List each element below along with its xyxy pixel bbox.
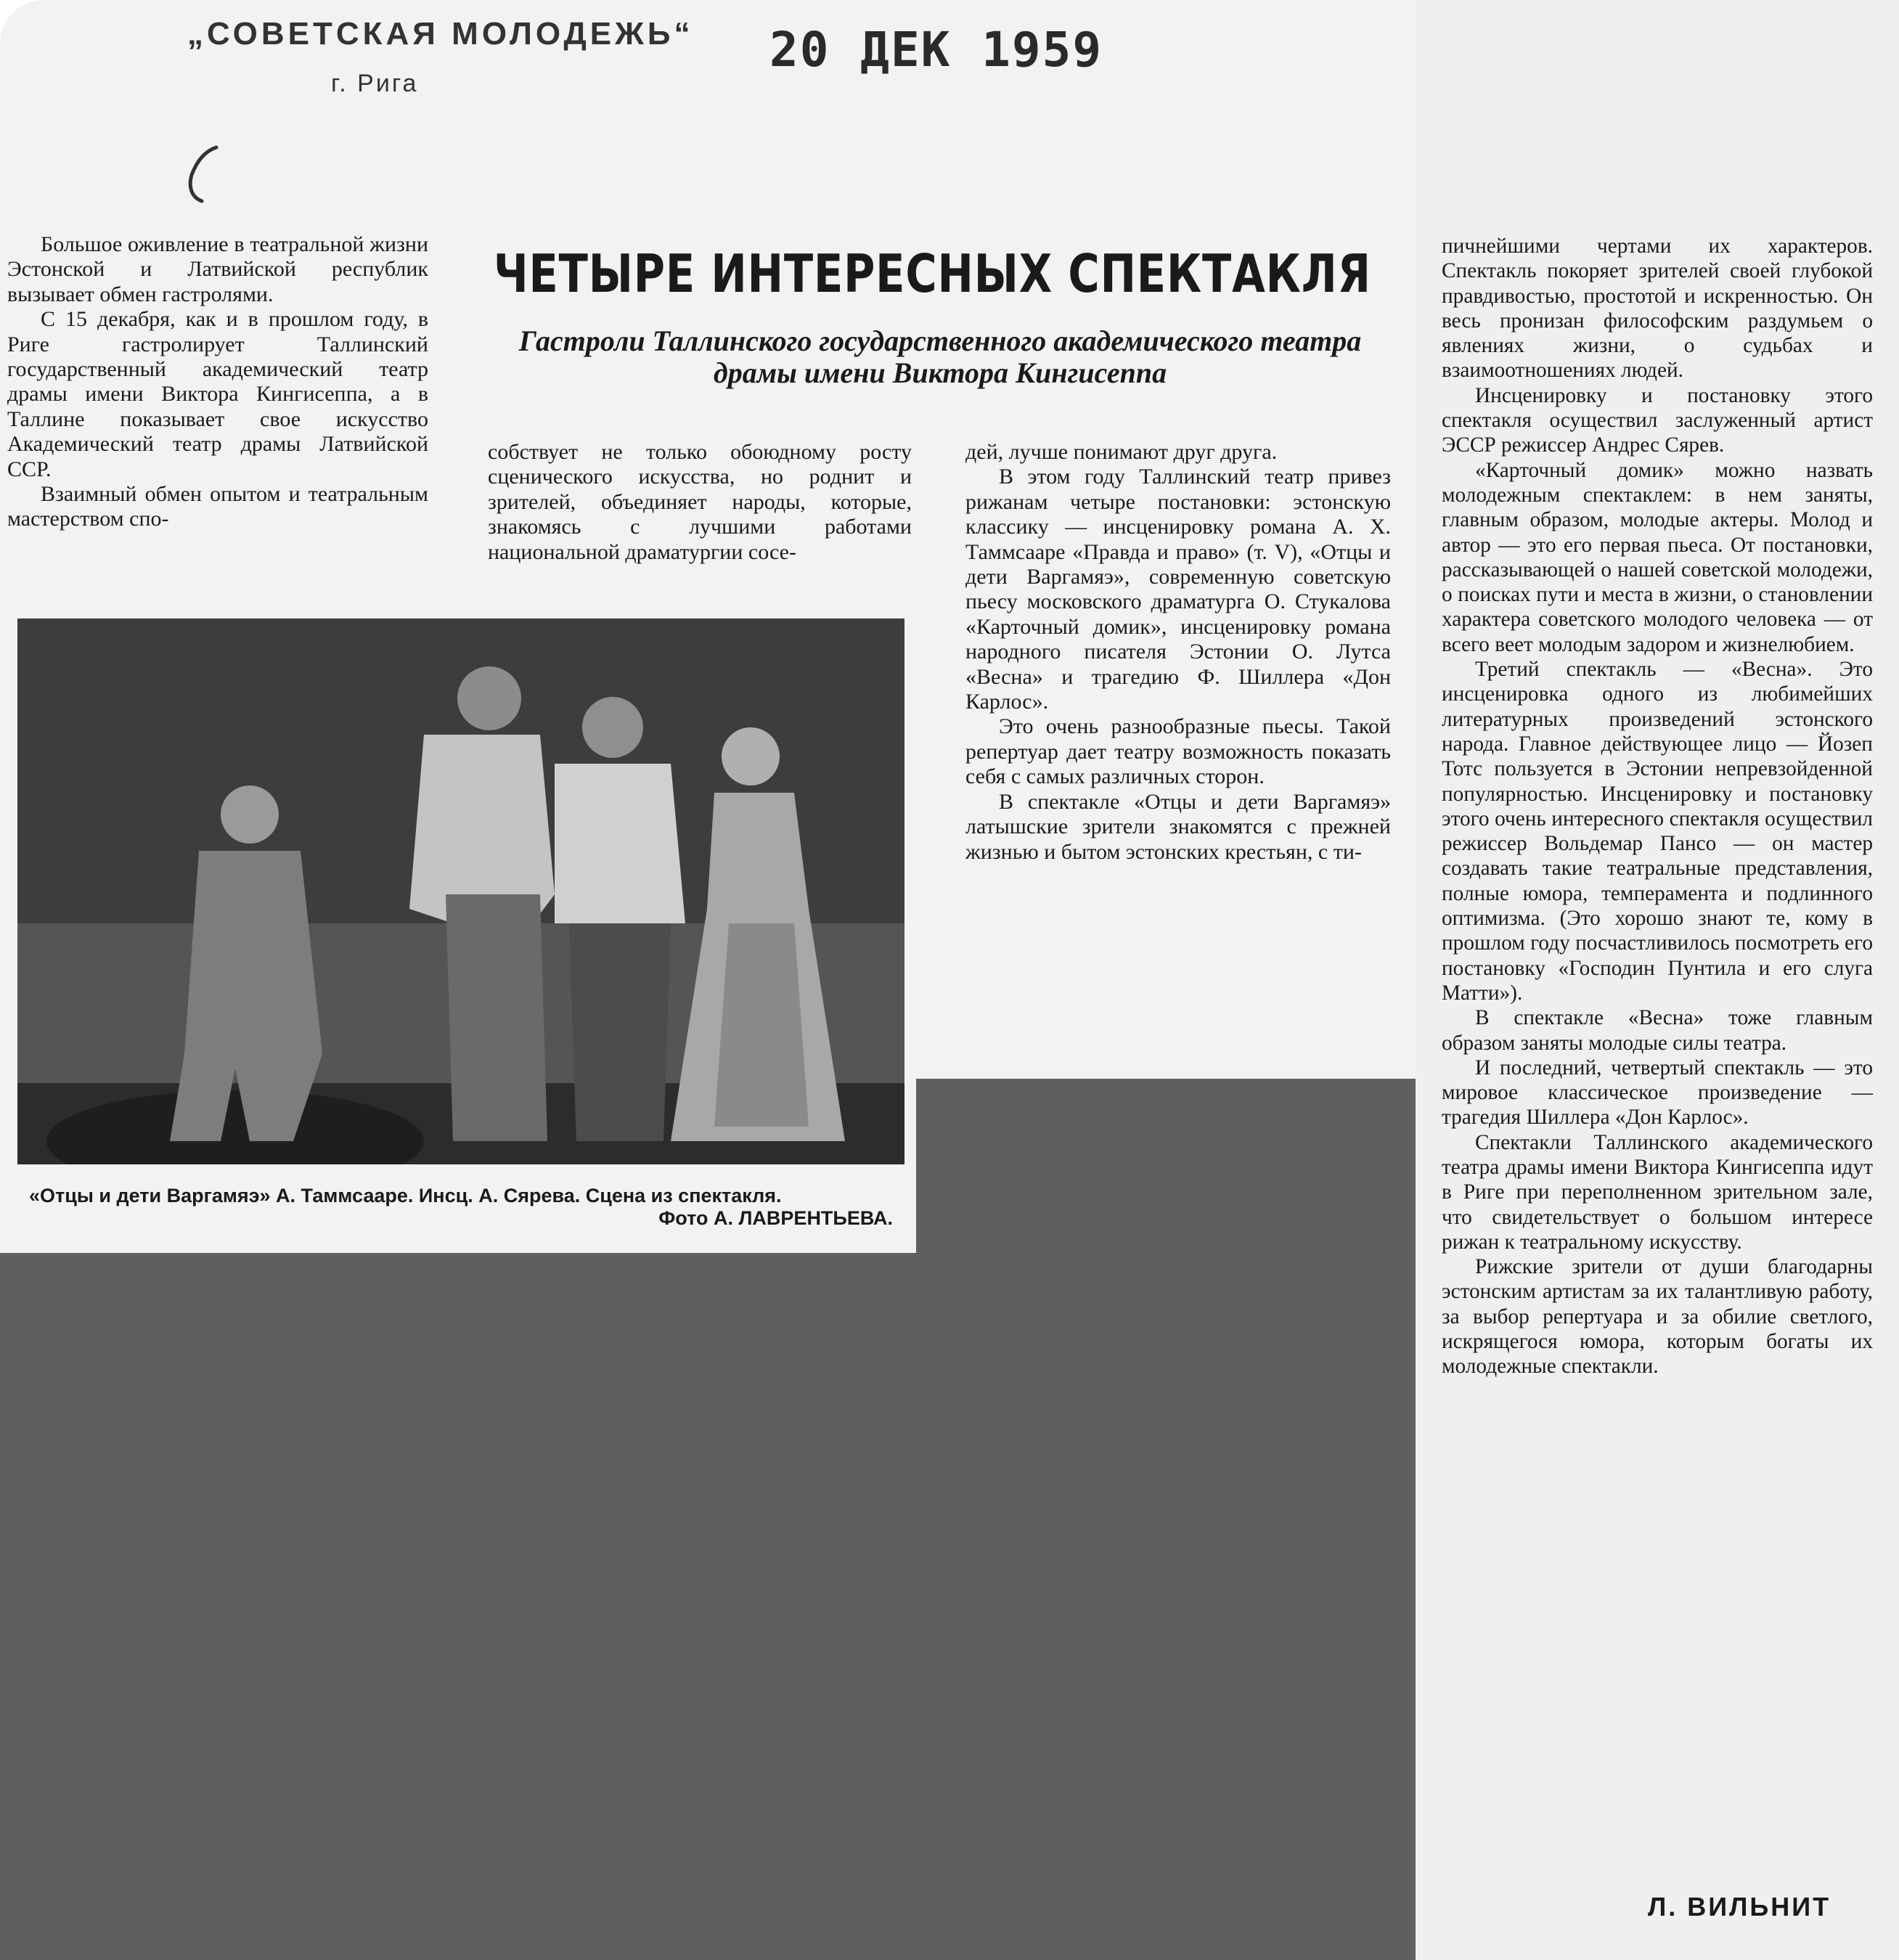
column-4-paragraph: пичнейшими чертами их характеров. Спектакль покоряет зрителей своей глубокой правдивостью, простотой и искренностью. Он весь пронизан философским раздумьем о явлениях жизни, о судьбах и взаимоотношениях людей. (1442, 234, 1873, 383)
column-4-paragraph: Рижские зрители от души благодарны эстонским артистам за их талантливую работу, за выбор репертуара и за обилие светлого, искрящегося юмора, которым богаты их молодежные спектакли. (1442, 1255, 1873, 1379)
column-2-paragraph: собствует не только обоюдному росту сценического искусства, но роднит и зрителей, объединяет народы, которые, знакомясь с лучшими работами национальной драматургии сосе- (488, 440, 912, 564)
column-4-paragraph: Инсценировку и постановку этого спектакля осуществил заслуженный артист ЭССР режиссер Андрес Сярев. (1442, 383, 1873, 457)
photo-caption (29, 1185, 893, 1230)
column-4-paragraph: И последний, четвертый спектакль — это мировое классическое произведение — трагедия Шиллера «Дон Карлос». (1442, 1055, 1873, 1130)
theatre-scene-photo (17, 618, 904, 1164)
column-1-paragraph: С 15 декабря, как и в прошлом году, в Риге гастролирует Таллинский государственный академический театр драмы имени Виктора Кингисеппа, а в Таллине показывает свое искусство Академический театр драмы Латвийской ССР. (7, 307, 428, 481)
column-3-paragraph: дей, лучше понимают друг друга. (965, 440, 1278, 464)
column-3 (965, 440, 1391, 865)
column-3-paragraph: Это очень разнообразные пьесы. Такой репертуар дает театру возможность показать себя с самых различных сторон. (965, 714, 1391, 789)
handwritten-number-mark (181, 142, 225, 211)
article-headline: ЧЕТЫРЕ ИНТЕРЕСНЫХ СПЕКТАКЛЯ (494, 243, 1371, 304)
date-stamp: 20 ДЕК 1959 (769, 22, 1103, 78)
column-1-paragraph: Большое оживление в театральной жизни Эстонской и Латвийской республик вызывает обмен гастролями. (7, 232, 428, 306)
author-signature: Л. ВИЛЬНИТ (1648, 1892, 1831, 1922)
column-3-paragraph: В спектакле «Отцы и дети Варгамяэ» латышские зрители знакомятся с прежней жизнью и бытом эстонских крестьян, с ти- (965, 789, 1391, 864)
column-2 (488, 440, 912, 565)
newspaper-name: „СОВЕТСКАЯ МОЛОДЕЖЬ“ (187, 16, 694, 52)
scanner-background-lower (0, 1253, 1416, 1960)
scanner-background-middle (916, 1079, 1416, 1267)
column-3-paragraph: В этом году Таллинский театр привез рижанам четыре постановки: эстонскую классику — инсценировку романа А. Х. Таммсааре «Правда и право» (т. V), «Отцы и дети Варгамяэ», современную советскую пьесу московского драматурга О. Стукалова «Карточный домик», инсценировку романа народного писателя Эстонии О. Лутса «Весна» и трагедию Ф. Шиллера «Дон Карлос». (965, 465, 1391, 714)
column-4-paragraph: Спектакли Таллинского академического театра драмы имени Виктора Кингисеппа идут в Риге при переполненном зрительном зале, что свидетельствует о большом интересе рижан к театральному искусству. (1442, 1130, 1873, 1254)
article-subtitle: Гастроли Таллинского государственного академического театра драмы имени Виктора Кингисеппа (518, 324, 1362, 389)
photo-caption-text: «Отцы и дети Варгамяэ» А. Таммсааре. Инсц. А. Сярева. Сцена из спектакля. (29, 1185, 782, 1206)
photo-credit: Фото А. ЛАВРЕНТЬЕВА. (658, 1207, 893, 1229)
column-1 (7, 232, 428, 532)
column-4 (1442, 234, 1873, 1379)
column-4-paragraph: «Карточный домик» можно назвать молодежным спектаклем: в нем заняты, главным образом, молодые актеры. Молод и автор — это его первая пьеса. От постановки, рассказывающей о нашей советской молодежи, о поисках пути и места в жизни, о становлении характера советского молодого человека — от всего веет молодым задором и жизнелюбием. (1442, 458, 1873, 656)
column-1-paragraph: Взаимный обмен опытом и театральным мастерством спо- (7, 482, 428, 531)
column-4-paragraph: Третий спектакль — «Весна». Это инсценировка одного из любимейших литературных произведений эстонского народа. Главное действующее лицо — Йозеп Тотс пользуется в Эстонии непревзойденной популярностью. Инсценировку и постановку этого очень интересного спектакля осуществил режиссер Вольдемар Пансо — он мастер создавать такие театральные представления, полные юмора, темперамента и подлинного оптимизма. (Это хорошо знают те, кому в прошлом году посчастливилось посмотреть его постановку «Господин Пунтила и его слуга Матти»). (1442, 658, 1873, 1005)
newspaper-city: г. Рига (331, 70, 419, 97)
column-4-paragraph: В спектакле «Весна» тоже главным образом заняты молодые силы театра. (1442, 1006, 1873, 1055)
